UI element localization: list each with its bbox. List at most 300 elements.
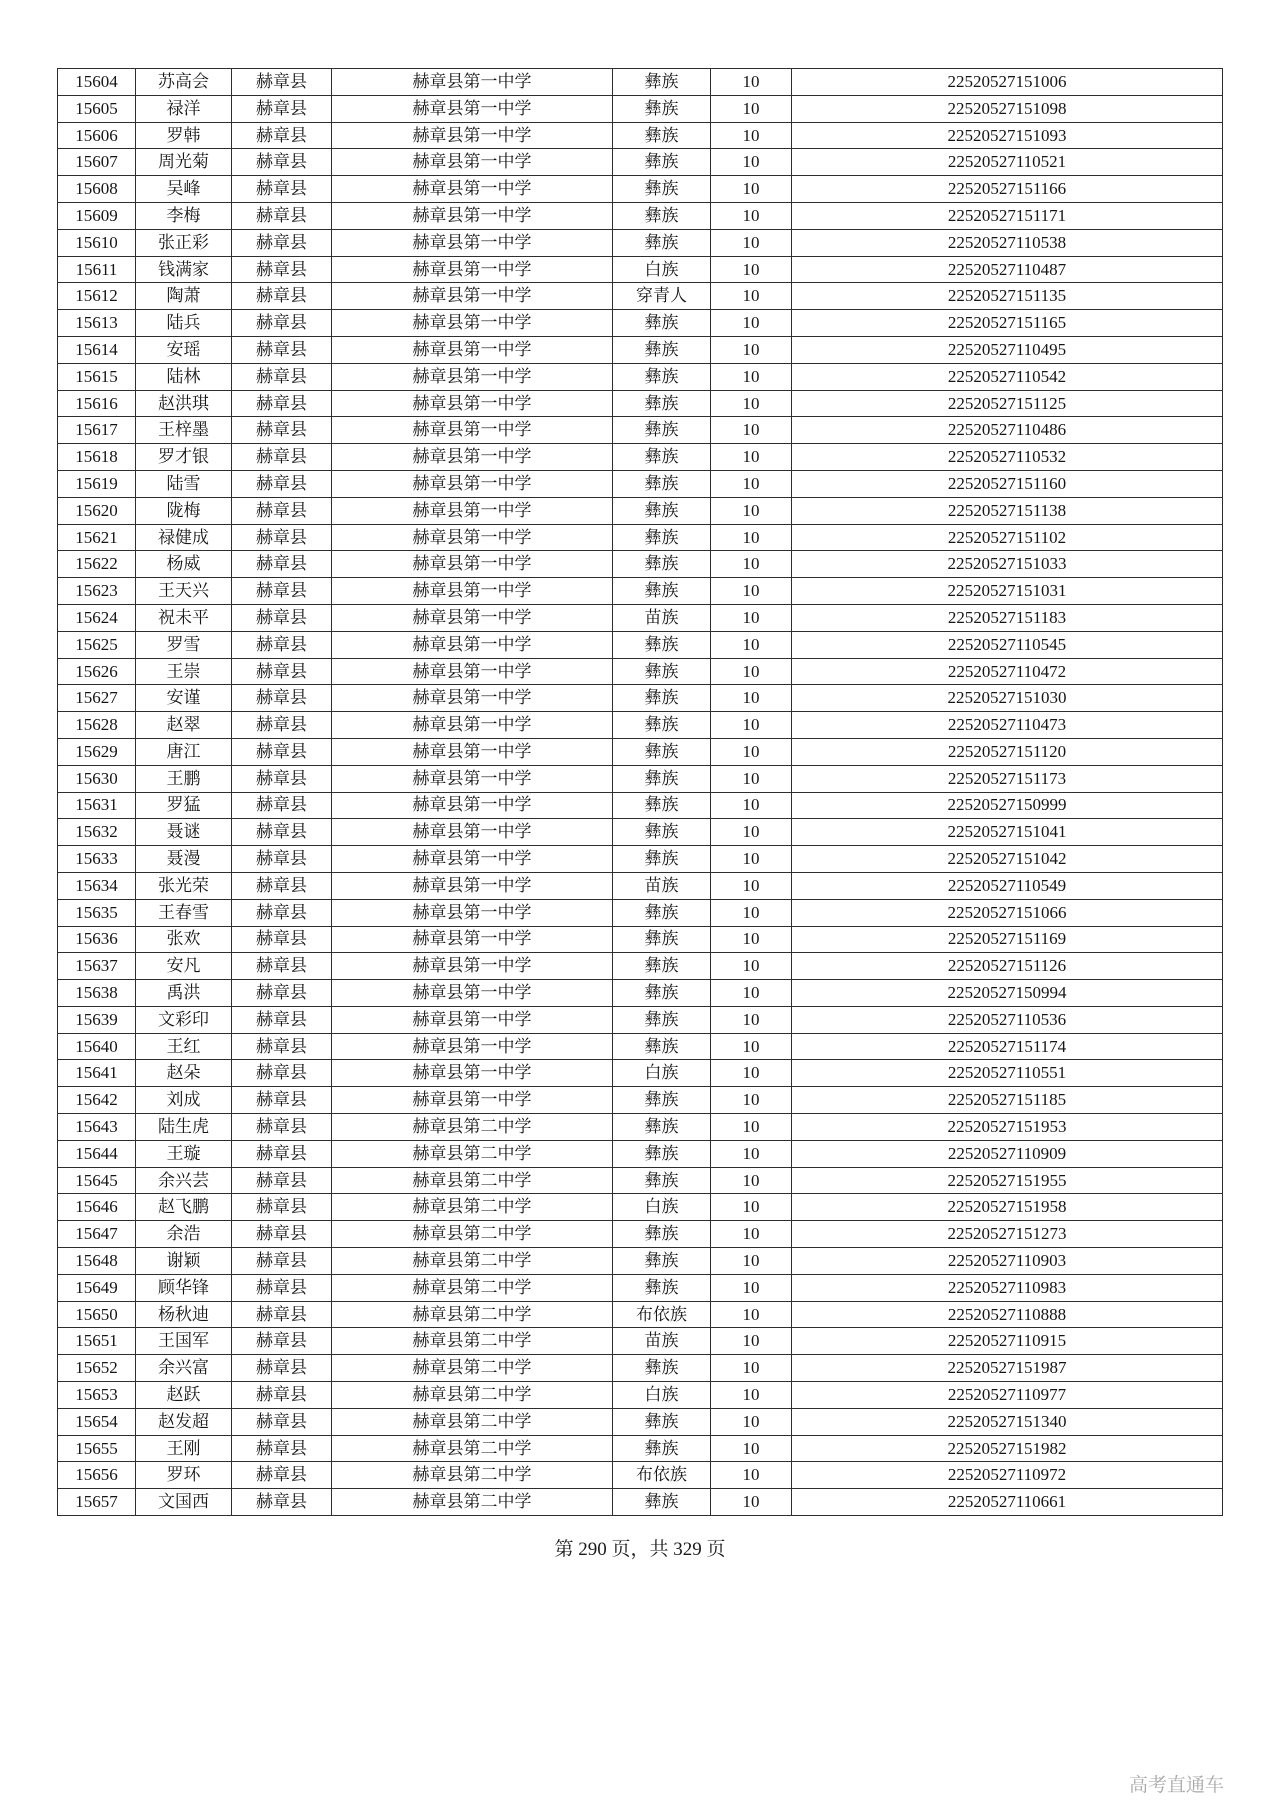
cell-quota: 10 [711,980,792,1007]
cell-registration-number: 22520527151987 [792,1355,1223,1382]
cell-county: 赫章县 [232,899,332,926]
cell-county: 赫章县 [232,738,332,765]
cell-ethnicity: 彝族 [613,336,711,363]
cell-registration-number: 22520527151138 [792,497,1223,524]
cell-registration-number: 22520527110888 [792,1301,1223,1328]
cell-serial: 15653 [58,1382,136,1409]
cell-quota: 10 [711,1087,792,1114]
cell-name: 文国西 [136,1489,232,1516]
cell-quota: 10 [711,1301,792,1328]
records-table-body [58,69,1223,1516]
cell-ethnicity: 彝族 [613,69,711,96]
cell-county: 赫章县 [232,363,332,390]
cell-school: 赫章县第一中学 [332,578,613,605]
cell-ethnicity: 彝族 [613,819,711,846]
cell-county: 赫章县 [232,256,332,283]
page-footer: 第 290 页，共 329 页 [554,1539,726,1560]
cell-name: 谢颖 [136,1248,232,1275]
cell-serial: 15655 [58,1435,136,1462]
cell-school: 赫章县第一中学 [332,872,613,899]
cell-county: 赫章县 [232,336,332,363]
cell-registration-number: 22520527151171 [792,202,1223,229]
cell-ethnicity: 白族 [613,1382,711,1409]
cell-serial: 15619 [58,470,136,497]
cell-quota: 10 [711,1355,792,1382]
cell-name: 陆林 [136,363,232,390]
cell-registration-number: 22520527110661 [792,1489,1223,1516]
cell-registration-number: 22520527110486 [792,417,1223,444]
cell-school: 赫章县第一中学 [332,444,613,471]
cell-registration-number: 22520527110549 [792,872,1223,899]
table-row [58,953,1223,980]
cell-serial: 15628 [58,712,136,739]
cell-serial: 15627 [58,685,136,712]
table-row [58,95,1223,122]
cell-county: 赫章县 [232,497,332,524]
cell-registration-number: 22520527151120 [792,738,1223,765]
cell-registration-number: 22520527151955 [792,1167,1223,1194]
cell-serial: 15621 [58,524,136,551]
cell-school: 赫章县第一中学 [332,980,613,1007]
cell-registration-number: 22520527110545 [792,631,1223,658]
cell-registration-number: 22520527151174 [792,1033,1223,1060]
cell-ethnicity: 彝族 [613,1087,711,1114]
table-row [58,363,1223,390]
cell-serial: 15611 [58,256,136,283]
table-row [58,551,1223,578]
cell-name: 王刚 [136,1435,232,1462]
cell-name: 唐江 [136,738,232,765]
table-row [58,1489,1223,1516]
cell-ethnicity: 彝族 [613,1274,711,1301]
cell-ethnicity: 彝族 [613,712,711,739]
cell-registration-number: 22520527151093 [792,122,1223,149]
cell-name: 陆雪 [136,470,232,497]
cell-quota: 10 [711,1006,792,1033]
cell-serial: 15613 [58,310,136,337]
cell-county: 赫章县 [232,1167,332,1194]
table-row [58,256,1223,283]
cell-registration-number: 22520527151340 [792,1408,1223,1435]
cell-serial: 15620 [58,497,136,524]
cell-quota: 10 [711,1221,792,1248]
cell-serial: 15644 [58,1140,136,1167]
cell-serial: 15609 [58,202,136,229]
cell-name: 张欢 [136,926,232,953]
cell-county: 赫章县 [232,872,332,899]
table-row [58,1301,1223,1328]
cell-ethnicity: 白族 [613,256,711,283]
cell-ethnicity: 彝族 [613,578,711,605]
cell-school: 赫章县第一中学 [332,336,613,363]
cell-name: 文彩印 [136,1006,232,1033]
cell-registration-number: 22520527151066 [792,899,1223,926]
table-row [58,524,1223,551]
cell-registration-number: 22520527151098 [792,95,1223,122]
cell-registration-number: 22520527151160 [792,470,1223,497]
cell-registration-number: 22520527151169 [792,926,1223,953]
cell-quota: 10 [711,1462,792,1489]
cell-quota: 10 [711,658,792,685]
cell-school: 赫章县第一中学 [332,953,613,980]
cell-ethnicity: 穿青人 [613,283,711,310]
cell-ethnicity: 彝族 [613,390,711,417]
cell-name: 罗猛 [136,792,232,819]
cell-quota: 10 [711,417,792,444]
cell-name: 杨秋迪 [136,1301,232,1328]
cell-serial: 15657 [58,1489,136,1516]
cell-county: 赫章县 [232,417,332,444]
cell-quota: 10 [711,819,792,846]
cell-name: 王春雪 [136,899,232,926]
table-row [58,417,1223,444]
table-row [58,980,1223,1007]
cell-name: 赵朵 [136,1060,232,1087]
cell-school: 赫章县第二中学 [332,1194,613,1221]
cell-quota: 10 [711,1408,792,1435]
table-row [58,872,1223,899]
cell-ethnicity: 彝族 [613,229,711,256]
table-row [58,122,1223,149]
table-row [58,1248,1223,1275]
cell-ethnicity: 彝族 [613,685,711,712]
cell-quota: 10 [711,1033,792,1060]
cell-ethnicity: 彝族 [613,738,711,765]
cell-quota: 10 [711,202,792,229]
cell-name: 赵飞鹏 [136,1194,232,1221]
cell-name: 王梓墨 [136,417,232,444]
cell-name: 王红 [136,1033,232,1060]
cell-name: 赵洪琪 [136,390,232,417]
cell-school: 赫章县第一中学 [332,310,613,337]
cell-ethnicity: 彝族 [613,1033,711,1060]
cell-school: 赫章县第一中学 [332,712,613,739]
cell-serial: 15624 [58,604,136,631]
table-row [58,1194,1223,1221]
cell-school: 赫章县第一中学 [332,551,613,578]
table-row [58,926,1223,953]
cell-quota: 10 [711,765,792,792]
cell-registration-number: 22520527151166 [792,176,1223,203]
cell-school: 赫章县第二中学 [332,1221,613,1248]
cell-registration-number: 22520527151126 [792,953,1223,980]
cell-name: 禄洋 [136,95,232,122]
cell-serial: 15614 [58,336,136,363]
cell-registration-number: 22520527110983 [792,1274,1223,1301]
cell-county: 赫章县 [232,1382,332,1409]
cell-name: 顾华锋 [136,1274,232,1301]
cell-name: 禄健成 [136,524,232,551]
cell-school: 赫章县第二中学 [332,1301,613,1328]
cell-ethnicity: 彝族 [613,1167,711,1194]
cell-school: 赫章县第一中学 [332,1087,613,1114]
cell-county: 赫章县 [232,631,332,658]
table-row [58,1087,1223,1114]
cell-school: 赫章县第一中学 [332,202,613,229]
cell-school: 赫章县第一中学 [332,792,613,819]
table-row [58,470,1223,497]
table-row [58,390,1223,417]
cell-school: 赫章县第一中学 [332,846,613,873]
cell-serial: 15630 [58,765,136,792]
table-row [58,1274,1223,1301]
cell-school: 赫章县第一中学 [332,899,613,926]
cell-county: 赫章县 [232,1033,332,1060]
cell-quota: 10 [711,1114,792,1141]
cell-county: 赫章县 [232,712,332,739]
table-row [58,685,1223,712]
cell-quota: 10 [711,69,792,96]
cell-serial: 15640 [58,1033,136,1060]
cell-ethnicity: 彝族 [613,926,711,953]
cell-county: 赫章县 [232,1248,332,1275]
cell-serial: 15616 [58,390,136,417]
cell-school: 赫章县第二中学 [332,1408,613,1435]
cell-serial: 15651 [58,1328,136,1355]
table-row [58,658,1223,685]
cell-ethnicity: 彝族 [613,792,711,819]
cell-ethnicity: 彝族 [613,176,711,203]
table-row [58,283,1223,310]
cell-quota: 10 [711,1489,792,1516]
cell-school: 赫章县第一中学 [332,524,613,551]
cell-quota: 10 [711,256,792,283]
cell-serial: 15634 [58,872,136,899]
cell-name: 王天兴 [136,578,232,605]
cell-serial: 15607 [58,149,136,176]
cell-ethnicity: 彝族 [613,497,711,524]
cell-county: 赫章县 [232,551,332,578]
cell-school: 赫章县第二中学 [332,1114,613,1141]
cell-quota: 10 [711,149,792,176]
cell-school: 赫章县第一中学 [332,390,613,417]
table-row [58,176,1223,203]
cell-registration-number: 22520527151953 [792,1114,1223,1141]
cell-serial: 15608 [58,176,136,203]
cell-county: 赫章县 [232,1087,332,1114]
cell-serial: 15637 [58,953,136,980]
cell-quota: 10 [711,497,792,524]
cell-quota: 10 [711,953,792,980]
cell-name: 余兴富 [136,1355,232,1382]
cell-quota: 10 [711,1194,792,1221]
table-row [58,1060,1223,1087]
cell-registration-number: 22520527151031 [792,578,1223,605]
cell-serial: 15633 [58,846,136,873]
cell-serial: 15605 [58,95,136,122]
cell-quota: 10 [711,738,792,765]
table-row [58,604,1223,631]
cell-school: 赫章县第一中学 [332,1060,613,1087]
cell-quota: 10 [711,792,792,819]
cell-quota: 10 [711,176,792,203]
cell-school: 赫章县第一中学 [332,417,613,444]
cell-name: 张光荣 [136,872,232,899]
cell-school: 赫章县第一中学 [332,470,613,497]
cell-serial: 15645 [58,1167,136,1194]
cell-serial: 15615 [58,363,136,390]
cell-quota: 10 [711,578,792,605]
cell-school: 赫章县第一中学 [332,819,613,846]
cell-quota: 10 [711,899,792,926]
cell-ethnicity: 彝族 [613,1221,711,1248]
table-row [58,1140,1223,1167]
cell-registration-number: 22520527110536 [792,1006,1223,1033]
cell-ethnicity: 彝族 [613,1006,711,1033]
cell-name: 周光菊 [136,149,232,176]
cell-ethnicity: 彝族 [613,363,711,390]
cell-ethnicity: 彝族 [613,631,711,658]
cell-quota: 10 [711,524,792,551]
cell-registration-number: 22520527151033 [792,551,1223,578]
cell-county: 赫章县 [232,283,332,310]
cell-serial: 15629 [58,738,136,765]
cell-county: 赫章县 [232,792,332,819]
cell-ethnicity: 彝族 [613,846,711,873]
cell-registration-number: 22520527151273 [792,1221,1223,1248]
cell-serial: 15623 [58,578,136,605]
cell-name: 张正彩 [136,229,232,256]
table-row [58,310,1223,337]
cell-serial: 15646 [58,1194,136,1221]
cell-school: 赫章县第二中学 [332,1274,613,1301]
cell-school: 赫章县第二中学 [332,1382,613,1409]
cell-school: 赫章县第一中学 [332,738,613,765]
cell-county: 赫章县 [232,95,332,122]
cell-ethnicity: 彝族 [613,899,711,926]
cell-registration-number: 22520527110903 [792,1248,1223,1275]
cell-ethnicity: 彝族 [613,444,711,471]
cell-name: 安凡 [136,953,232,980]
cell-quota: 10 [711,444,792,471]
cell-serial: 15643 [58,1114,136,1141]
cell-quota: 10 [711,551,792,578]
cell-school: 赫章县第一中学 [332,685,613,712]
cell-county: 赫章县 [232,980,332,1007]
cell-serial: 15626 [58,658,136,685]
records-table [57,68,1223,1516]
cell-ethnicity: 彝族 [613,980,711,1007]
table-row [58,819,1223,846]
cell-name: 王国军 [136,1328,232,1355]
cell-registration-number: 22520527151041 [792,819,1223,846]
table-row [58,1408,1223,1435]
cell-registration-number: 22520527151982 [792,1435,1223,1462]
cell-name: 赵翠 [136,712,232,739]
table-row [58,149,1223,176]
cell-ethnicity: 布依族 [613,1462,711,1489]
cell-quota: 10 [711,1435,792,1462]
table-row [58,1355,1223,1382]
cell-serial: 15648 [58,1248,136,1275]
table-row [58,738,1223,765]
cell-county: 赫章县 [232,149,332,176]
cell-school: 赫章县第二中学 [332,1140,613,1167]
cell-name: 李梅 [136,202,232,229]
cell-ethnicity: 彝族 [613,953,711,980]
cell-name: 陆生虎 [136,1114,232,1141]
cell-quota: 10 [711,1140,792,1167]
cell-serial: 15635 [58,899,136,926]
cell-serial: 15638 [58,980,136,1007]
cell-quota: 10 [711,122,792,149]
cell-registration-number: 22520527110495 [792,336,1223,363]
cell-county: 赫章县 [232,1114,332,1141]
cell-county: 赫章县 [232,1408,332,1435]
table-row [58,792,1223,819]
cell-name: 罗环 [136,1462,232,1489]
cell-name: 安谨 [136,685,232,712]
cell-name: 罗雪 [136,631,232,658]
cell-quota: 10 [711,390,792,417]
watermark: 高考直通车 [1128,1775,1224,1796]
cell-ethnicity: 白族 [613,1060,711,1087]
cell-registration-number: 22520527110538 [792,229,1223,256]
cell-school: 赫章县第一中学 [332,95,613,122]
table-row [58,712,1223,739]
cell-registration-number: 22520527151042 [792,846,1223,873]
table-row [58,846,1223,873]
cell-registration-number: 22520527151102 [792,524,1223,551]
cell-county: 赫章县 [232,470,332,497]
cell-quota: 10 [711,1328,792,1355]
table-row [58,1328,1223,1355]
cell-registration-number: 22520527151006 [792,69,1223,96]
cell-registration-number: 22520527151185 [792,1087,1223,1114]
cell-county: 赫章县 [232,202,332,229]
cell-name: 杨威 [136,551,232,578]
cell-registration-number: 22520527110972 [792,1462,1223,1489]
cell-registration-number: 22520527110542 [792,363,1223,390]
cell-name: 罗才银 [136,444,232,471]
cell-quota: 10 [711,1382,792,1409]
table-row [58,631,1223,658]
cell-school: 赫章县第一中学 [332,497,613,524]
cell-serial: 15652 [58,1355,136,1382]
cell-school: 赫章县第一中学 [332,604,613,631]
cell-county: 赫章县 [232,122,332,149]
cell-county: 赫章县 [232,1355,332,1382]
table-row [58,1006,1223,1033]
cell-serial: 15610 [58,229,136,256]
cell-ethnicity: 彝族 [613,1435,711,1462]
cell-county: 赫章县 [232,390,332,417]
cell-ethnicity: 彝族 [613,658,711,685]
cell-quota: 10 [711,685,792,712]
table-row [58,497,1223,524]
cell-school: 赫章县第一中学 [332,1033,613,1060]
cell-school: 赫章县第一中学 [332,926,613,953]
cell-school: 赫章县第一中学 [332,229,613,256]
cell-registration-number: 22520527151030 [792,685,1223,712]
cell-name: 余浩 [136,1221,232,1248]
cell-quota: 10 [711,1167,792,1194]
cell-school: 赫章县第一中学 [332,149,613,176]
cell-ethnicity: 彝族 [613,1489,711,1516]
table-row [58,899,1223,926]
cell-county: 赫章县 [232,578,332,605]
cell-serial: 15641 [58,1060,136,1087]
cell-quota: 10 [711,363,792,390]
cell-county: 赫章县 [232,1060,332,1087]
cell-serial: 15636 [58,926,136,953]
cell-registration-number: 22520527151135 [792,283,1223,310]
cell-school: 赫章县第一中学 [332,658,613,685]
cell-ethnicity: 白族 [613,1194,711,1221]
cell-registration-number: 22520527151173 [792,765,1223,792]
table-row [58,765,1223,792]
cell-ethnicity: 彝族 [613,551,711,578]
